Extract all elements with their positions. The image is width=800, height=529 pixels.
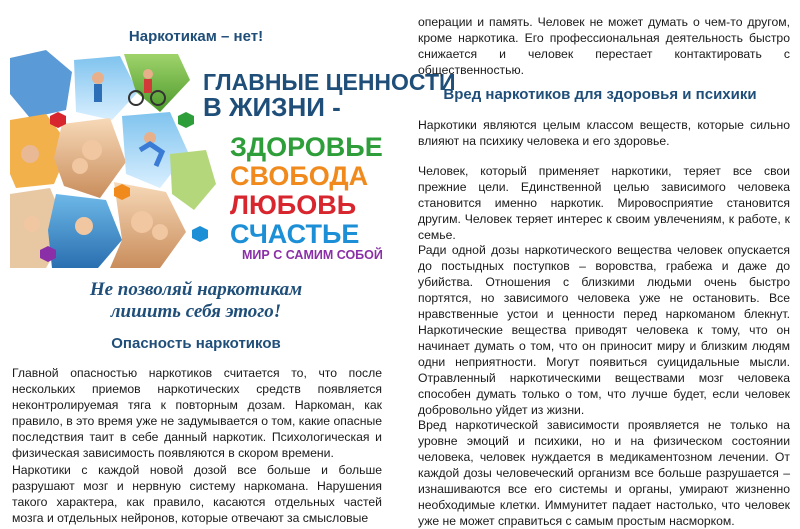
poster-value-freedom: СВОБОДА (230, 161, 369, 191)
harm-heading: Вред наркотиков для здоровья и психики (443, 86, 757, 103)
slogan-line2: лишить себя этого! (110, 301, 282, 322)
harm-paragraph-1: Наркотики являются целым классом веществ, которые сильно влияют на психику человека и его здоровье. (418, 118, 790, 148)
harm-paragraph-4: Вред наркотической зависимости проявляется не только на уровне эмоций и психики, но и на физическом состоянии человека, человек нуждается в медикаментозном лечении. От каждой дозы человеческий организм все больше разрушается – изнашиваются все его системы и органы, умирают жизненно необходимые клетки. Иммунитет падает настолько, что человек уже не может справиться с самым простым насморком. (418, 418, 790, 528)
danger-paragraph-2: Наркотики с каждой новой дозой все больше и больше разрушают мозг и нервную систему наркомана. Нарушения такого характера, как правило, касаются отдельных частей мозга и отдельных нейронов, которые отвечают за смысловые (12, 463, 382, 525)
poster-value-love: ЛЮБОВЬ (230, 190, 357, 220)
danger-paragraph-1: Главной опасностью наркотиков считается то, что после нескольких приемов наркотических средств появляется неконтролируемая тяга к повторным дозам. Наркоман, как правило, в это время уже не задумывается о том, какие опасные последствия таит в себе данный наркотик. Психологическая и физическая зависимость появляются в скором времени. (12, 366, 382, 460)
photo-mosaic (10, 50, 216, 268)
harm-paragraph-3: Ради одной дозы наркотического вещества человек опускается до постыдных поступков – воровства, грабежа и даже до убийства. Отношения с близкими людьми очень быстро портятся, но зависимого человека уже не остановить. Все нравственные устои и ценности перед наркоманом блекнут. Наркотические вещества приводят человека к тому, что он начинает думать о том, что он приносит миру и близким людям одни неприятности. Могут появиться суицидальные мысли. Отравленный наркотическими веществами мозг человека способен думать только о том, что лучше будет, если человек добровольно уйдет из жизни. (418, 243, 790, 417)
harm-paragraph-2: Человек, который применяет наркотики, теряет все свои прежние цели. Единственной целью зависимого человека становится именно наркотик. Мировосприятие становится другим. Человек теряет интерес к своим увлечениям, к работе, к семье. (418, 164, 790, 242)
poster-value-happiness: СЧАСТЬЕ (230, 219, 360, 249)
main-heading: Наркотикам – нет! (128, 28, 264, 45)
continuation-paragraph: операции и память. Человек не может думать о чем-то другом, кроме наркотика. Его профессиональная деятельность быстро снижается и человек перестает контактировать с общественностью. (418, 15, 790, 77)
poster-title-line1: ГЛАВНЫЕ ЦЕННОСТИ (203, 69, 456, 95)
poster-tagline: МИР С САМИМ СОБОЙ (242, 248, 383, 262)
poster-title-line2: В ЖИЗНИ - (203, 92, 341, 122)
values-poster (10, 54, 456, 268)
poster-value-health: ЗДОРОВЬЕ (230, 132, 383, 162)
slogan (0, 279, 392, 323)
danger-heading: Опасность наркотиков (111, 335, 281, 352)
slogan-line1: Не позволяй наркотикам (89, 279, 303, 300)
right-column (408, 0, 792, 528)
